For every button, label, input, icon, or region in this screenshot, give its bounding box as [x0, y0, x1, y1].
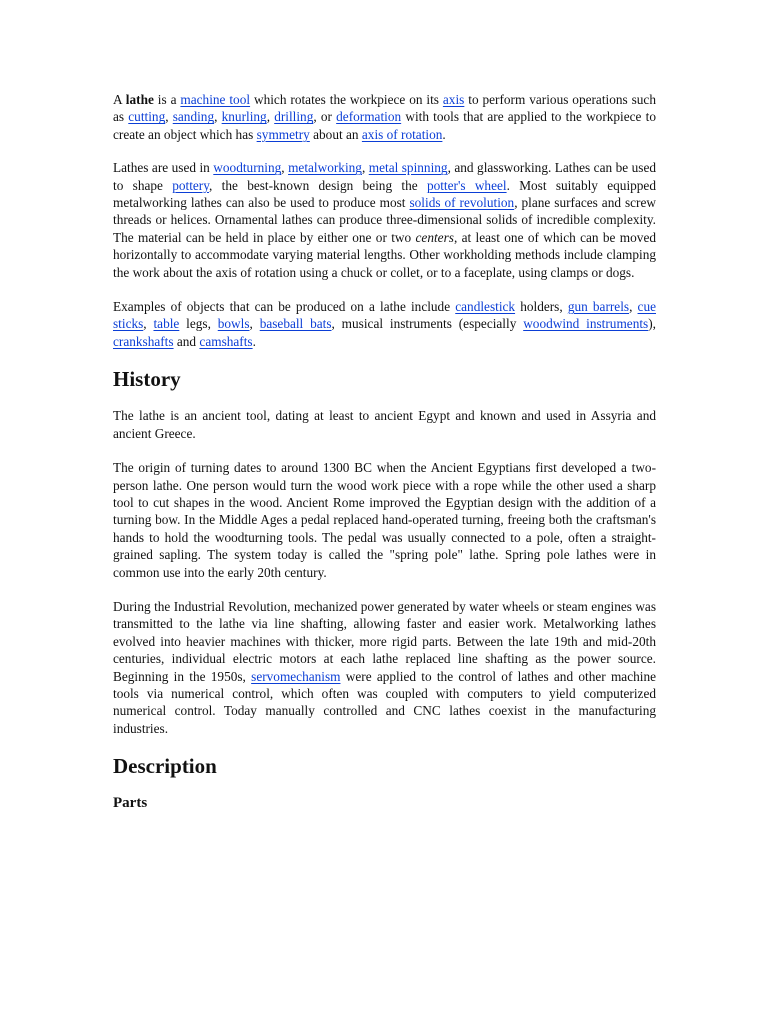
intro-paragraph-1: [113, 91, 656, 143]
text-span: .: [252, 333, 256, 349]
link-drilling[interactable]: drilling: [274, 109, 314, 125]
link-knurling[interactable]: knurling: [221, 109, 267, 125]
link-solids-of-revolution[interactable]: solids of revolution: [409, 195, 515, 211]
link-cue-sticks[interactable]: cue sticks: [113, 299, 656, 332]
lathe-term: lathe: [125, 92, 154, 107]
text-span: legs,: [179, 316, 218, 332]
text-span: is a: [153, 92, 181, 107]
text-span: with tools that are applied to the workpiece to create an object which has: [113, 109, 656, 142]
history-heading: History: [113, 367, 181, 392]
text-span: ,: [281, 160, 289, 176]
text-span: ),: [648, 316, 656, 332]
centers-term: centers: [415, 229, 454, 245]
link-machine-tool[interactable]: machine tool: [180, 92, 251, 107]
text-span: ,: [629, 299, 638, 315]
text-span: ,: [143, 316, 154, 332]
link-table[interactable]: table: [153, 316, 180, 332]
link-symmetry[interactable]: symmetry: [256, 126, 310, 142]
link-axis-of-rotation[interactable]: axis of rotation: [361, 126, 443, 142]
text-span: Lathes are used in: [113, 160, 214, 176]
history-paragraph-3: [113, 598, 656, 737]
link-metal-spinning[interactable]: metal spinning: [368, 160, 448, 176]
text-span: to perform various operations such as: [113, 92, 656, 125]
text-span: , at least one of which can be moved horizontally to accommodate varying material lengths. Other workholding methods include clamping the work about the axis of rotation using a chuck or collet, or to a faceplate, using clamps or dogs.: [113, 229, 656, 280]
text-span: ,: [266, 109, 275, 125]
intro-paragraph-2: [113, 159, 656, 281]
link-baseball-bats[interactable]: baseball bats: [259, 316, 332, 332]
text-span: Examples of objects that can be produced on a lathe include: [113, 299, 456, 315]
link-candlestick[interactable]: candlestick: [455, 299, 516, 315]
text-span: holders,: [515, 299, 568, 315]
text-span: about an: [309, 126, 362, 142]
link-sanding[interactable]: sanding: [172, 109, 215, 125]
link-servomechanism[interactable]: servomechanism: [251, 668, 341, 684]
text-span: During the Industrial Revolution, mechanized power generated by water wheels or steam engines was transmitted to the lathe via line shafting, allowing faster and easier work. Metalworking lathes evolved into heavier machines with thicker, more rigid parts. Between the late 19th and mid-20th centuries, individual electric motors at each lathe replaced line shafting as the power source. Beginning in the 1950s,: [113, 598, 656, 684]
text-span: , plane surfaces and screw threads or helices. Ornamental lathes can produce three-dimensional solids of incredible complexity. The material can be held in place by either one or two: [113, 195, 656, 245]
document-page: [113, 91, 656, 812]
link-metalworking[interactable]: metalworking: [288, 160, 362, 176]
text-span: ,: [214, 109, 222, 125]
text-span: ,: [249, 316, 260, 332]
text-span: and: [173, 333, 200, 349]
link-pottery[interactable]: pottery: [172, 177, 210, 193]
text-span: , the best-known design being the: [209, 177, 427, 193]
history-paragraph-1: The lathe is an ancient tool, dating at least to ancient Egypt and known and used in Assyria and ancient Greece.: [113, 408, 656, 441]
text-span: , or: [313, 109, 337, 125]
text-span: , musical instruments (especially: [331, 316, 524, 332]
link-woodwind-instruments[interactable]: woodwind instruments: [523, 316, 649, 332]
link-cutting[interactable]: cutting: [128, 109, 166, 125]
text-span: . Most suitably equipped metalworking lathes can also be used to produce most: [113, 177, 656, 211]
link-axis[interactable]: axis: [442, 92, 465, 107]
link-deformation[interactable]: deformation: [336, 109, 402, 125]
text-span: A: [113, 92, 126, 107]
link-potters-wheel[interactable]: potter's wheel: [426, 177, 507, 193]
link-woodturning[interactable]: woodturning: [213, 160, 282, 176]
description-heading: Description: [113, 754, 217, 779]
link-bowls[interactable]: bowls: [217, 316, 250, 332]
link-gun-barrels[interactable]: gun barrels: [567, 299, 630, 315]
intro-paragraph-3: [113, 298, 656, 350]
link-crankshafts[interactable]: crankshafts: [113, 333, 174, 349]
text-span: , and glassworking. Lathes can be used to shape: [113, 160, 657, 193]
parts-heading: Parts: [113, 795, 148, 812]
text-span: ,: [361, 160, 369, 176]
text-span: ,: [165, 109, 173, 125]
history-paragraph-2: The origin of turning dates to around 1300 BC when the Ancient Egyptians first developed a two-person lathe. One person would turn the wood work piece with a rope while the other used a sharp tool to cut shapes in the wood. Ancient Rome improved the Egyptian design with the addition of a turning bow. In the Middle Ages a pedal replaced hand-operated turning, freeing both the craftsman's hands to hold the woodturning tools. The pedal was usually connected to a pole, often a straight-grained sapling. The system today is called the "spring pole" lathe. Spring pole lathes were in common use into the early 20th century.: [113, 460, 656, 580]
link-camshafts[interactable]: camshafts: [199, 333, 253, 349]
text-span: .: [442, 126, 446, 142]
text-span: which rotates the workpiece on its: [250, 92, 443, 107]
text-span: were applied to the control of lathes and other machine tools via numerical control, which often was coupled with computers to yield computerized numerical control. Today manually controlled and CNC lathes coexist in the manufacturing industries.: [113, 668, 656, 736]
